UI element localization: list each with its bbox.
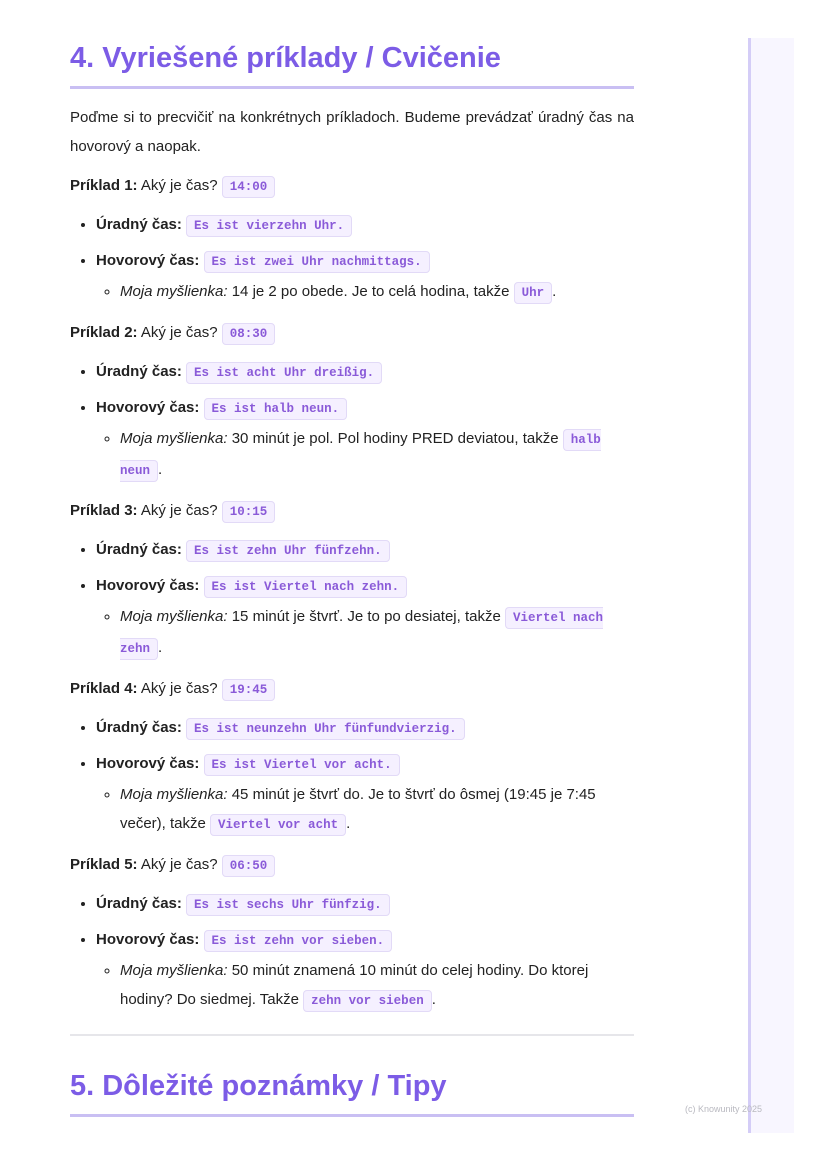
colloquial-time: Es ist halb neun.: [204, 398, 348, 420]
example-time: 10:15: [222, 501, 276, 523]
thought-label: Moja myšlienka:: [120, 608, 228, 625]
official-time-item: [96, 210, 634, 241]
official-time: Es ist vierzehn Uhr.: [186, 215, 352, 237]
example-question: Aký je čas?: [140, 324, 218, 341]
thought-text: 45 minút je štvrť do. Je to štvrť do ôsmej (19:45 je 7:45 večer), takže: [120, 786, 596, 832]
example-question: Aký je čas?: [140, 680, 218, 697]
official-time-item: [96, 535, 634, 566]
example-answers: [70, 535, 634, 664]
official-label: Úradný čas:: [96, 216, 182, 233]
thought-text: 14 je 2 po obede. Je to celá hodina, takže: [231, 283, 510, 300]
example-label: Príklad 1:: [70, 177, 138, 194]
section-5-heading: 5. Dôležité poznámky / Tipy: [70, 1066, 634, 1117]
colloquial-label: Hovorový čas:: [96, 577, 200, 594]
colloquial-time-item: [96, 749, 634, 840]
colloquial-label: Hovorový čas:: [96, 399, 200, 416]
official-time: Es ist sechs Uhr fünfzig.: [186, 894, 390, 916]
example-heading: [70, 674, 634, 705]
thought-end: .: [158, 639, 163, 656]
official-time: Es ist neunzehn Uhr fünfundvierzig.: [186, 718, 465, 740]
example-time: 06:50: [222, 855, 276, 877]
colloquial-time: Es ist Viertel nach zehn.: [204, 576, 408, 598]
official-time-item: [96, 357, 634, 388]
section-4-heading: 4. Vyriešené príklady / Cvičenie: [70, 38, 634, 89]
thought-text: 15 minút je štvrť. Je to po desiatej, takže: [231, 608, 501, 625]
colloquial-time-item: [96, 246, 634, 308]
official-label: Úradný čas:: [96, 363, 182, 380]
example-label: Príklad 5:: [70, 856, 138, 873]
example-label: Príklad 3:: [70, 502, 138, 519]
example-label: Príklad 2:: [70, 324, 138, 341]
thought-item: [120, 602, 634, 664]
document-content: [70, 38, 634, 1117]
thought-code: Viertel nach zehn: [120, 607, 603, 660]
thought-label: Moja myšlienka:: [120, 430, 228, 447]
example-question: Aký je čas?: [140, 502, 218, 519]
thought-text: 50 minút znamená 10 minút do celej hodiny. Do ktorej hodiny? Do siedmej. Takže: [120, 962, 589, 1008]
thought-label: Moja myšlienka:: [120, 786, 228, 803]
copyright: (c) Knowunity 2025: [685, 1104, 763, 1114]
colloquial-label: Hovorový čas:: [96, 755, 200, 772]
examples-list: [70, 171, 634, 1016]
colloquial-time: Es ist zehn vor sieben.: [204, 930, 393, 952]
example-answers: [70, 889, 634, 1016]
official-label: Úradný čas:: [96, 541, 182, 558]
example-question: Aký je čas?: [140, 177, 218, 194]
thought-label: Moja myšlienka:: [120, 962, 228, 979]
colloquial-time-item: [96, 925, 634, 1016]
colloquial-time: Es ist Viertel vor acht.: [204, 754, 400, 776]
thought-text: 30 minút je pol. Pol hodiny PRED deviatou, takže: [231, 430, 559, 447]
thought-end: .: [552, 283, 557, 300]
example-heading: [70, 318, 634, 349]
example-heading: [70, 171, 634, 202]
colloquial-time-item: [96, 571, 634, 664]
official-label: Úradný čas:: [96, 719, 182, 736]
colloquial-label: Hovorový čas:: [96, 931, 200, 948]
official-time-item: [96, 713, 634, 744]
intro-paragraph: Poďme si to precvičiť na konkrétnych príkladoch. Budeme prevádzať úradný čas na hovorový a naopak.: [70, 109, 634, 155]
colloquial-time: Es ist zwei Uhr nachmittags.: [204, 251, 430, 273]
example-label: Príklad 4:: [70, 680, 138, 697]
divider: [70, 1034, 634, 1036]
official-time: Es ist acht Uhr dreißig.: [186, 362, 382, 384]
official-label: Úradný čas:: [96, 895, 182, 912]
thought-end: .: [346, 815, 351, 832]
official-time-item: [96, 889, 634, 920]
example-time: 14:00: [222, 176, 276, 198]
thought-code: halb neun: [120, 429, 601, 482]
example-answers: [70, 210, 634, 308]
example-heading: [70, 850, 634, 881]
thought-code: Uhr: [514, 282, 553, 304]
example-answers: [70, 713, 634, 840]
thought-code: Viertel vor acht: [210, 814, 346, 836]
thought-code: zehn vor sieben: [303, 990, 432, 1012]
official-time: Es ist zehn Uhr fünfzehn.: [186, 540, 390, 562]
example-time: 19:45: [222, 679, 276, 701]
thought-label: Moja myšlienka:: [120, 283, 228, 300]
example-answers: [70, 357, 634, 486]
thought-item: [120, 780, 634, 840]
colloquial-label: Hovorový čas:: [96, 252, 200, 269]
example-question: Aký je čas?: [140, 856, 218, 873]
sidebar-panel: [748, 38, 794, 1133]
thought-item: [120, 424, 634, 486]
thought-end: .: [158, 461, 163, 478]
thought-end: .: [431, 991, 436, 1008]
example-time: 08:30: [222, 323, 276, 345]
example-heading: [70, 496, 634, 527]
thought-item: [120, 956, 634, 1016]
colloquial-time-item: [96, 393, 634, 486]
thought-item: [120, 277, 634, 308]
